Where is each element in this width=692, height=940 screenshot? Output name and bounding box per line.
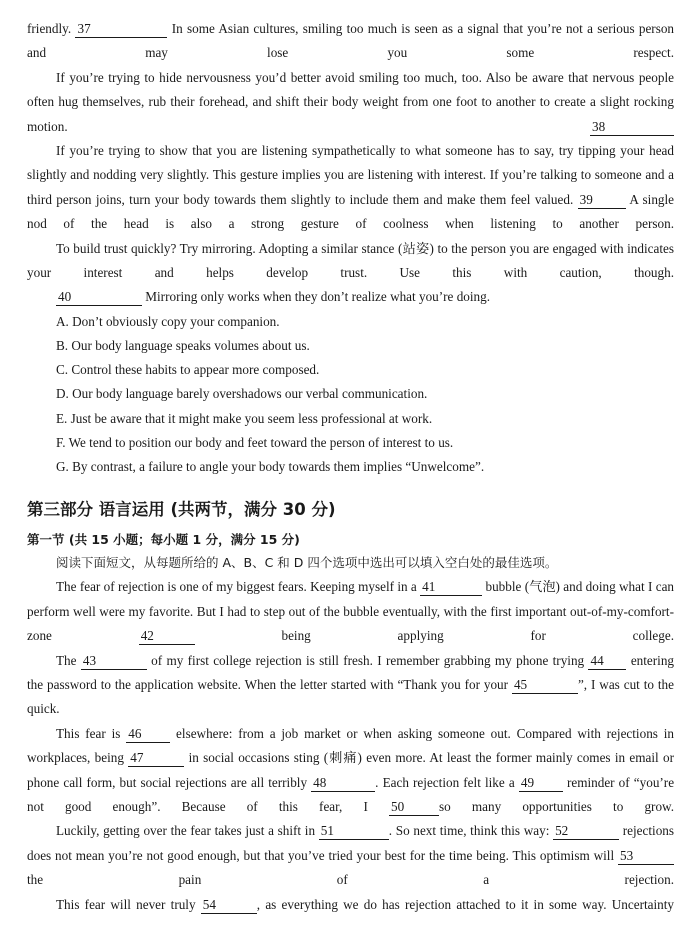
text: , as everything we do has rejection attached to it in some way. Uncertainty [256, 896, 674, 912]
option-a: A. Don’t obviously copy your companion. [56, 313, 280, 329]
text: If you’re trying to hide nervousness you’d better avoid smiling too much, too. Also be aware that nervous people often hug themselves, rub their forehead, and shift their body weight from one foot to another to create a slight rocking motion. [27, 69, 674, 134]
blank-43: 43 [81, 653, 147, 670]
text: A single nod of the head is also a strong gesture of coolness when listening to another person. [27, 191, 675, 232]
blank-44: 44 [588, 653, 626, 670]
blank-45: 45 [512, 677, 578, 694]
blank-38: 38 [590, 119, 674, 136]
paragraph-41 [27, 575, 674, 648]
blank-47: 47 [128, 750, 184, 767]
blank-53: 53 [618, 848, 674, 865]
blank-37: 37 [75, 21, 167, 38]
text: reminder of “you’re not good enough”. Because of this fear, I [27, 774, 675, 814]
paragraph-40 [27, 285, 674, 309]
blank-46: 46 [126, 726, 170, 743]
text: of my first college rejection is still fresh. I remember grabbing my phone trying [151, 652, 585, 668]
text: friendly. [27, 21, 72, 36]
text: so many opportunities to grow. [439, 798, 675, 814]
option-d: D. Our body language barely overshadows our verbal communication. [56, 386, 428, 402]
paragraph-mirroring [27, 237, 674, 286]
text: bubble (气泡) and doing what I can perform well were my favorite. But I had to step out of the bubble eventually, with the first important out-of-my-comfort-zone [27, 579, 675, 644]
text: ”, I was cut to the quick. [27, 676, 675, 717]
paragraph-43 [27, 649, 674, 722]
text: . Each rejection felt like a [375, 774, 515, 790]
text: Mirroring only works when they don’t realize what you’re doing. [145, 289, 491, 305]
text: In some Asian cultures, smiling too much is seen as a signal that you’re not a serious person and may lose you some respect. [27, 21, 675, 61]
blank-49: 49 [519, 775, 563, 792]
paragraph-51 [27, 819, 674, 892]
text: The [56, 652, 77, 668]
text: . So next time, think this way: [388, 823, 550, 839]
blank-52: 52 [553, 823, 619, 840]
paragraph-54 [27, 893, 674, 917]
option-g: G. By contrast, a failure to angle your body towards them implies “Unwelcome”. [56, 459, 485, 475]
text: This fear is [56, 725, 121, 741]
option-b: B. Our body language speaks volumes about us. [56, 338, 310, 354]
blank-42: 42 [139, 628, 195, 645]
option-c: C. Control these habits to appear more composed. [56, 362, 320, 378]
blank-39: 39 [578, 192, 626, 209]
paragraph-39 [27, 139, 674, 237]
paragraph-37 [27, 17, 674, 66]
text: the pain of a rejection. [27, 872, 674, 888]
paragraph-38 [27, 66, 674, 139]
blank-40: 40 [56, 289, 142, 306]
text: The fear of rejection is one of my biggest fears. Keeping myself in a [56, 579, 417, 595]
blank-50: 50 [389, 799, 439, 816]
blank-51: 51 [319, 823, 389, 840]
text: elsewhere: from a job market or when asking someone out. Compared with rejections in workplaces, being [27, 725, 675, 766]
instruction: 阅读下面短文，从每题所给的 A、B、C 和 D 四个选项中选出可以填入空白处的最佳选项。 [56, 555, 558, 571]
text: This fear will never truly [56, 896, 196, 912]
text: Luckily, getting over the fear takes just a shift in [56, 823, 316, 839]
paragraph-46 [27, 722, 674, 820]
section-title: 第一节 (共 15 小题；每小题 1 分，满分 15 分) [27, 532, 300, 548]
blank-41: 41 [420, 579, 482, 596]
blank-54: 54 [201, 897, 257, 914]
text: To build trust quickly? Try mirroring. Adopting a similar stance (站姿) to the person you are engaged with indicates your interest and helps develop trust. Use this with caution, though. [27, 240, 674, 281]
option-e: E. Just be aware that it might make you seem less professional at work. [56, 410, 433, 426]
blank-48: 48 [311, 775, 375, 792]
part-title: 第三部分 语言运用 (共两节，满分 30 分) [27, 500, 336, 520]
text: being applying for college. [281, 628, 675, 644]
options-list [27, 310, 674, 479]
option-f: F. We tend to position our body and feet toward the person of interest to us. [56, 434, 454, 450]
text: entering the password to the application website. When the letter started with “Thank you for your [27, 652, 675, 692]
text: in social occasions sting (刺痛) even more. At least the former mainly comes in email or phone call form, but social rejections are all terribly [27, 750, 674, 790]
text: If you’re trying to show that you are listening sympathetically to what someone has to say, try tipping your head slightly and nodding very slightly. This gesture implies you are listening with interest. If you’re talking to someone and a third person joins, turn your body towards them slightly to include them and make them feel valued. [27, 143, 674, 207]
text: rejections does not mean you’re not good enough, but that you’ve tried your best for the time being. This optimism will [27, 823, 675, 863]
